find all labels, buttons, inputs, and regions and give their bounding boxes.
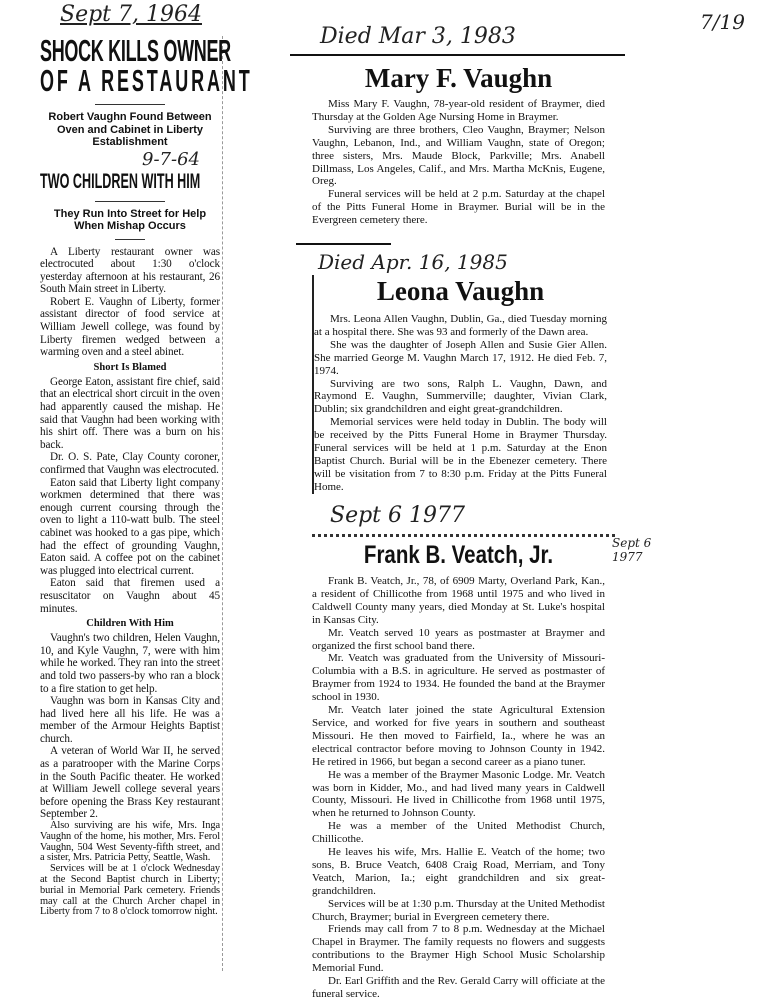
deck: Robert Vaughn Found Between Oven and Cabinet in Liberty Establishment [48,111,212,148]
paragraph: A veteran of World War II, he served as a paratrooper with the Marine Corps in the South Pacific theater. He worked at William Jewell college several years before opening the Brass Key restaurant September 2. [40,745,220,821]
article-leona-vaughn [312,275,607,494]
headline: SHOCK KILLS OWNER [40,33,231,68]
paragraph: Mrs. Leona Allen Vaughn, Dublin, Ga., died Tuesday morning at a hospital there. She was 93 and formerly of the Dawn area. [314,313,607,338]
paragraph: Dr. Earl Griffith and the Rev. Gerald Carry will officiate at the funeral service. [312,975,605,1000]
paragraph: Also surviving are his wife, Mrs. Inga Vaughn of the home, his mother, Mrs. Ferol Vaughn, 504 West Seventy-fifth street, and a sister, Mrs. Patricia Petty, Seattle, Wash. [40,820,220,864]
subhead: Children With Him [86,618,174,630]
paragraph: Memorial services were held today in Dublin. The body will be received by the Pitts Funeral Home in Braymer Thursday. Funeral services will be held at 1 p.m. Saturday at the Enon Baptist Church. Burial will be in the Ebenezer cemetery. There will be visitation from 7 to 8:30 p.m. Friday at the Pitts Funeral Home. [314,416,607,493]
divider [95,201,165,202]
paragraph: Eaton said that firemen used a resuscitator on Vaughn about 45 minutes. [40,577,220,615]
handwritten-date-side: Sept 6 1977 [612,536,652,564]
obituary-title: Mary F. Vaughn [364,63,553,93]
divider [115,239,145,240]
paragraph: He leaves his wife, Mrs. Hallie E. Veatch of the home; two sons, B. Bruce Veatch, 6408 Craig Road, Merriam, and Tony Veatch, Marion, Ia.; eight grandchildren and six great-grandchildren. [312,846,605,897]
paragraph: Dr. O. S. Pate, Clay County coroner, confirmed that Vaughn was electrocuted. [40,451,220,476]
paragraph: George Eaton, assistant fire chief, said that an electrical short circuit in the oven had apparently caused the mishap. He said that Vaughn had been working with his shirt off. There was a burn on his back. [40,375,220,451]
paragraph: Robert E. Vaughn of Liberty, former assistant director of food service at William Jewell college, was found by Liberty firemen wedged between a warming oven and a steel abinet. [40,295,220,359]
divider [95,104,165,105]
obituary-title: Frank B. Veatch, Jr. [363,541,554,569]
paragraph: She was the daughter of Joseph Allen and Susie Gier Allen. She married George M. Vaughn March 17, 1912. He died Feb. 7, 1974. [314,338,607,377]
headline: TWO CHILDREN WITH HIM [40,169,201,193]
article-frank-veatch [312,534,605,1001]
handwritten-date: Sept 7, 1964 [60,2,202,27]
paragraph: Services will be at 1:30 p.m. Thursday at the United Methodist Church, Braymer; burial in Evergreen cemetery there. [312,897,605,923]
handwritten-date: Died Mar 3, 1983 [320,24,516,49]
deck: They Run Into Street for Help When Mishap Occurs [53,207,207,232]
paragraph: Friends may call from 7 to 8 p.m. Wednesday at the Michael Chapel in Braymer. The family requests no flowers and suggests contributions to the Braymer High School Music Scholarship Memorial Fund. [312,923,605,975]
paragraph: Vaughn was born in Kansas City and had lived here all his life. He was a member of the Armour Heights Baptist church. [40,695,220,745]
paragraph: Services will be at 1 o'clock Wednesday at the Second Baptist church in Liberty; burial in Memorial Park cemetery. Friends may call at the Church Archer chapel in Liberty from 7 to 8 o'clock tomorrow night. [40,863,220,918]
handwritten-date: 9-7-64 [142,148,200,170]
paragraph: Mr. Veatch later joined the state Agricultural Extension Service, and worked for five years in southern and southeast Missouri. He then moved to Fairfield, Ia., where he was an electrical contractor before moving to Johnson County in 1942. He retired in 1966, but began a second career as a piano tuner. [312,704,605,768]
paragraph: Mr. Veatch served 10 years as postmaster at Braymer and organized the first school band there. [312,626,605,652]
paragraph: A Liberty restaurant owner was electrocuted about 1:30 o'clock yesterday afternoon at his restaurant, 26 South Main street in Liberty. [40,245,220,296]
handwritten-date: Died Apr. 16, 1985 [318,250,508,274]
paragraph: Surviving are three brothers, Cleo Vaughn, Braymer; Nelson Vaughn, Lebanon, Ind., and William Vaughn, state of Oregon; three sisters, Mrs. Maude Block, Parkville; Mrs. Anabell Dillmass, Los Angeles, Calif., and Mrs. Martha McKnis, Eugene, Oreg. [312,123,605,188]
paragraph: Eaton said that Liberty light company workmen determined that there was enough current coursing through the oven to light a 110-watt bulb. The steel cabinet was hooked to a gas pipe, which had the effect of grounding Vaughn, Eaton said. A coffee pot on the cabinet was plugged into electrical current. [40,476,220,577]
headline: OF A RESTAURANT [40,63,253,98]
divider [290,54,625,56]
subhead: Short Is Blamed [93,361,167,373]
obituary-title: Leona Vaughn [376,276,545,306]
paragraph: Miss Mary F. Vaughn, 78-year-old resident of Braymer, died Thursday at the Golden Age Nursing Home in Braymer. [312,98,605,123]
paragraph: He was a member of the United Methodist Church, Chillicothe. [312,820,605,846]
divider [296,243,391,245]
article-shock-kills-owner [40,33,253,971]
paragraph: He was a member of the Braymer Masonic Lodge. Mr. Veatch was born in Kidder, Mo., and had lived many years in Caldwell County, Missouri. He lived in Chillicothe from 1968 until 1975, when he returned to Johnson County. [312,768,605,820]
paragraph: Frank B. Veatch, Jr., 78, of 6909 Marty, Overland Park, Kan., a resident of Chillicothe from 1968 until 1975 and who lived in Caldwell County many years, died Monday at St. Luke's hospital in Kansas City. [312,575,605,626]
paragraph: Mr. Veatch was graduated from the University of Missouri-Columbia with a B.S. in agriculture. He served as postmaster of Braymer from 1924 to 1934. He founded the band at the Braymer school in 1930. [312,652,605,704]
paragraph: Surviving are two sons, Ralph L. Vaughn, Dawn, and Raymond E. Vaughn, Summerville; daughter, Vivian Clark, Dublin; six grandchildren and eight great-grandchildren. [314,377,607,416]
divider [312,534,615,537]
article-mary-vaughn [312,54,605,227]
page-annotation: 7/19 [700,10,745,34]
paragraph: Funeral services will be held at 2 p.m. Saturday at the chapel of the Pitts Funeral Home in Braymer. Burial will be in the Evergreen cemetery there. [312,188,605,227]
handwritten-date: Sept 6 1977 [330,503,465,528]
paragraph: Vaughn's two children, Helen Vaughn, 10, and Kyle Vaughn, 7, were with him while he worked. They ran into the street and told two passers-by who ran a block to a fire station to get help. [40,632,220,695]
